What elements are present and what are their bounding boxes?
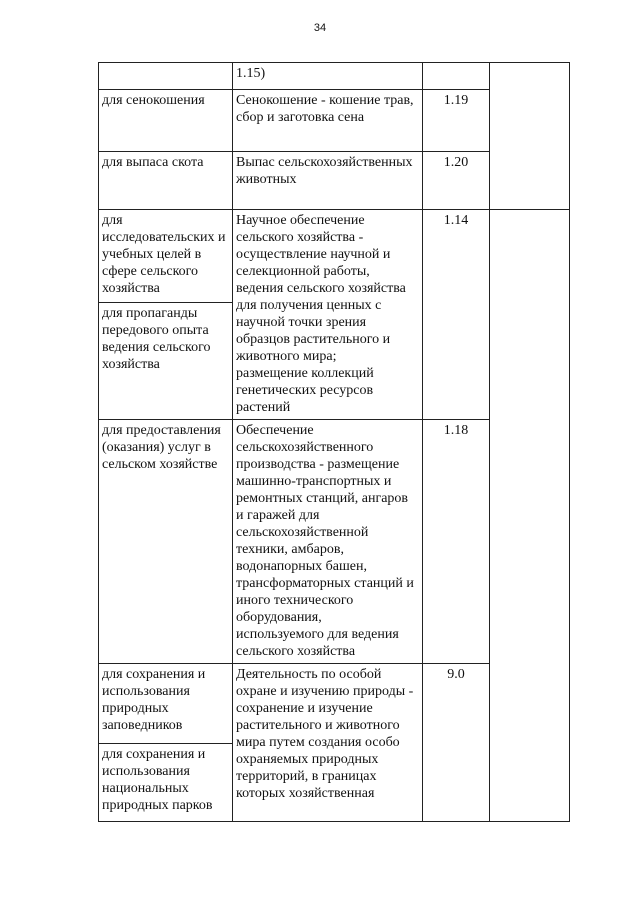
table-cell-description: Деятельность по особой охране и изучению природы - сохранение и изучение растительного и животного мира путем создания особо охраняемых природных территорий, в границах которых хозяйственная: [233, 664, 423, 822]
table-cell-purpose: для исследовательских и учебных целей в сфере сельского хозяйства: [99, 210, 233, 303]
table-cell-code: [423, 63, 490, 90]
table-cell-purpose: для сенокошения: [99, 90, 233, 152]
table-cell-purpose: для предоставления (оказания) услуг в сельском хозяйстве: [99, 420, 233, 664]
table-cell-description: 1.15): [233, 63, 423, 90]
table-cell-extra: [490, 63, 570, 210]
table-cell-code: 1.14: [423, 210, 490, 420]
table-cell-description: Обеспечение сельскохозяйственного производства - размещение машинно-транспортных и ремонтных станций, ангаров и гаражей для сельскохозяйственной техники, амбаров, водонапорных башен, трансформаторных станций и иного технического оборудования, используемого для ведения сельского хозяйства: [233, 420, 423, 664]
table-row: [99, 210, 570, 303]
table-cell-purpose: для пропаганды передового опыта ведения сельского хозяйства: [99, 302, 233, 419]
table-cell-description: Сенокошение - кошение трав, сбор и заготовка сена: [233, 90, 423, 152]
table-row: [99, 63, 570, 90]
table-cell-purpose: [99, 63, 233, 90]
table-cell-purpose: для выпаса скота: [99, 152, 233, 210]
table-cell-code: 1.20: [423, 152, 490, 210]
table-cell-extra: [490, 210, 570, 822]
table-cell-purpose: для сохранения и использования национальных природных парков: [99, 744, 233, 822]
table-cell-code: 1.19: [423, 90, 490, 152]
land-use-table: [98, 62, 570, 822]
table-cell-code: 1.18: [423, 420, 490, 664]
table-cell-description: Выпас сельскохозяйственных животных: [233, 152, 423, 210]
page-number: 34: [313, 22, 327, 34]
table-cell-code: 9.0: [423, 664, 490, 822]
table-cell-purpose: для сохранения и использования природных заповедников: [99, 664, 233, 744]
table-cell-description: Научное обеспечение сельского хозяйства - осуществление научной и селекционной работы, ведения сельского хозяйства для получения ценных с научной точки зрения образцов растительного и животного мира; размещение коллекций генетических ресурсов растений: [233, 210, 423, 420]
